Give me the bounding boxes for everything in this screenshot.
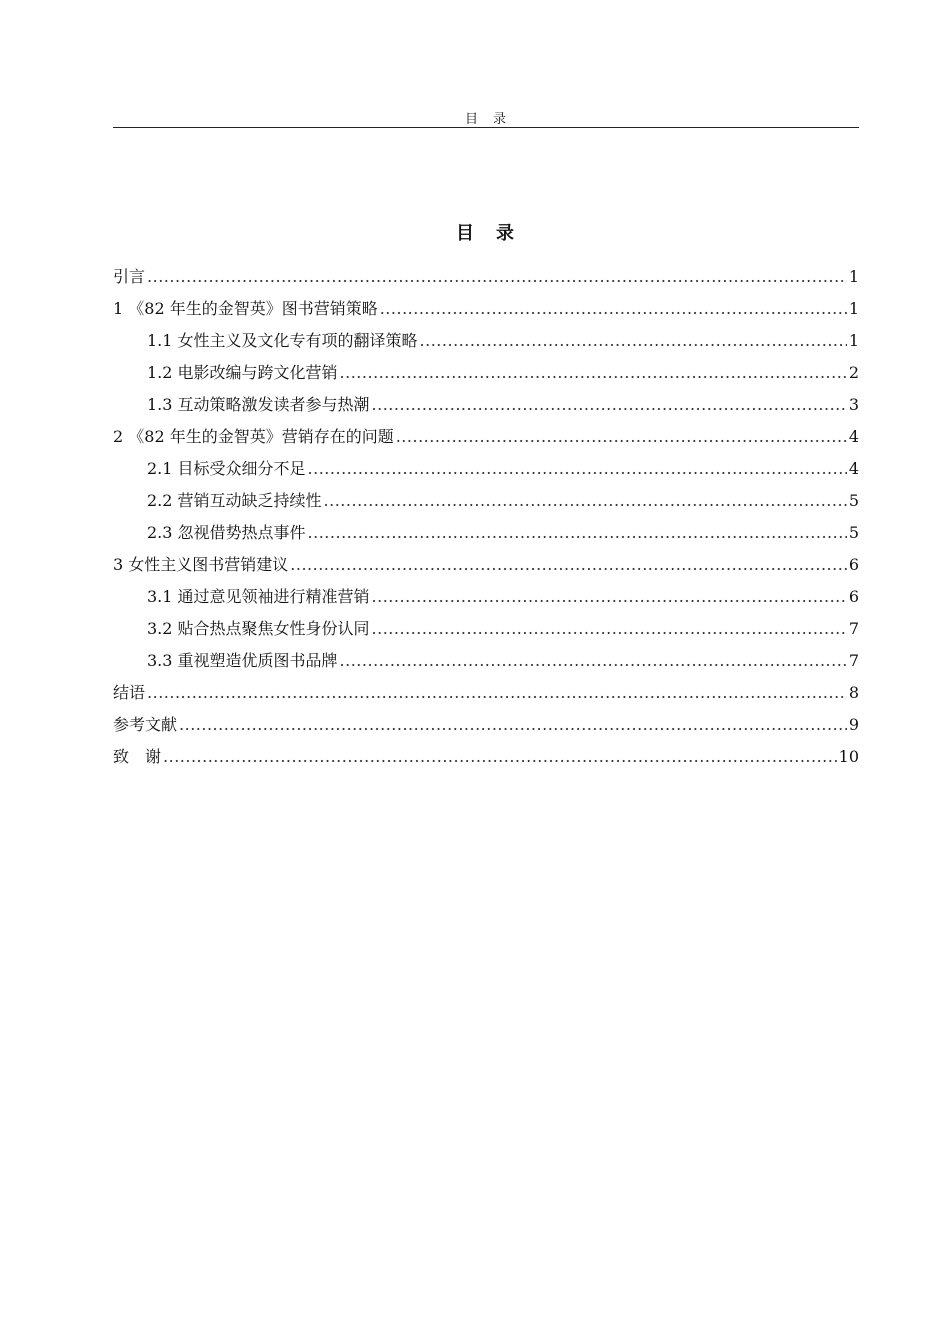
toc-entry-title: 致 谢 xyxy=(113,747,162,766)
toc-page-number: 5 xyxy=(848,491,859,510)
toc-dot-leader xyxy=(372,583,847,611)
toc-dot-leader xyxy=(340,359,847,387)
toc-page-number: 8 xyxy=(848,683,859,702)
toc-page-number: 4 xyxy=(848,427,859,446)
running-header: 目 录 xyxy=(464,112,507,127)
toc-entry[interactable] xyxy=(113,391,859,423)
toc-page-number: 1 xyxy=(848,331,859,350)
table-of-contents xyxy=(113,263,859,775)
toc-entry-title: 1.3 互动策略激发读者参与热潮 xyxy=(147,395,370,414)
toc-page-number: 1 xyxy=(848,299,859,318)
toc-page-number: 1 xyxy=(848,267,859,286)
toc-dot-leader xyxy=(147,679,847,707)
toc-entry-title: 参考文献 xyxy=(113,715,178,734)
toc-entry-title: 3.1 通过意见领袖进行精准营销 xyxy=(147,587,370,606)
toc-entry-title: 1.1 女性主义及文化专有项的翻译策略 xyxy=(147,331,418,350)
toc-entry-title: 1 《82 年生的金智英》图书营销策略 xyxy=(113,299,378,318)
toc-entry[interactable] xyxy=(113,359,859,391)
toc-dot-leader xyxy=(372,615,847,643)
toc-dot-leader xyxy=(340,647,847,675)
toc-entry[interactable] xyxy=(113,263,859,295)
toc-page-number: 10 xyxy=(838,747,859,766)
toc-page-number: 7 xyxy=(848,619,859,638)
toc-page-number: 4 xyxy=(848,459,859,478)
toc-dot-leader xyxy=(179,711,847,739)
toc-dot-leader xyxy=(308,519,847,547)
toc-dot-leader xyxy=(290,551,847,579)
toc-entry[interactable] xyxy=(113,455,859,487)
toc-entry[interactable] xyxy=(113,519,859,551)
toc-entry-title: 1.2 电影改编与跨文化营销 xyxy=(147,363,338,382)
toc-page-number: 6 xyxy=(848,587,859,606)
toc-dot-leader xyxy=(420,327,847,355)
toc-entry[interactable] xyxy=(113,423,859,455)
toc-page-number: 5 xyxy=(848,523,859,542)
toc-dot-leader xyxy=(147,263,847,291)
toc-entry-title: 2.1 目标受众细分不足 xyxy=(147,459,306,478)
toc-title: 目 录 xyxy=(456,223,516,244)
toc-page-number: 9 xyxy=(848,715,859,734)
toc-entry[interactable] xyxy=(113,743,859,775)
toc-entry-title: 2 《82 年生的金智英》营销存在的问题 xyxy=(113,427,394,446)
toc-page-number: 3 xyxy=(848,395,859,414)
toc-entry-title: 2.2 营销互动缺乏持续性 xyxy=(147,491,322,510)
toc-entry[interactable] xyxy=(113,711,859,743)
toc-entry-title: 3.3 重视塑造优质图书品牌 xyxy=(147,651,338,670)
toc-entry-title: 引言 xyxy=(113,267,146,286)
toc-dot-leader xyxy=(396,423,847,451)
toc-page-number: 7 xyxy=(848,651,859,670)
toc-dot-leader xyxy=(163,743,837,771)
toc-entry[interactable] xyxy=(113,327,859,359)
toc-entry[interactable] xyxy=(113,583,859,615)
toc-entry-title: 3.2 贴合热点聚焦女性身份认同 xyxy=(147,619,370,638)
toc-dot-leader xyxy=(372,391,847,419)
toc-dot-leader xyxy=(324,487,847,515)
toc-entry-title: 2.3 忽视借势热点事件 xyxy=(147,523,306,542)
toc-dot-leader xyxy=(308,455,847,483)
toc-dot-leader xyxy=(380,295,847,323)
toc-entry[interactable] xyxy=(113,487,859,519)
toc-page-number: 2 xyxy=(848,363,859,382)
toc-entry[interactable] xyxy=(113,551,859,583)
toc-entry[interactable] xyxy=(113,295,859,327)
toc-entry[interactable] xyxy=(113,615,859,647)
header-rule xyxy=(113,127,859,128)
toc-entry-title: 3 女性主义图书营销建议 xyxy=(113,555,289,574)
toc-entry[interactable] xyxy=(113,647,859,679)
toc-entry[interactable] xyxy=(113,679,859,711)
toc-page-number: 6 xyxy=(848,555,859,574)
toc-entry-title: 结语 xyxy=(113,683,146,702)
